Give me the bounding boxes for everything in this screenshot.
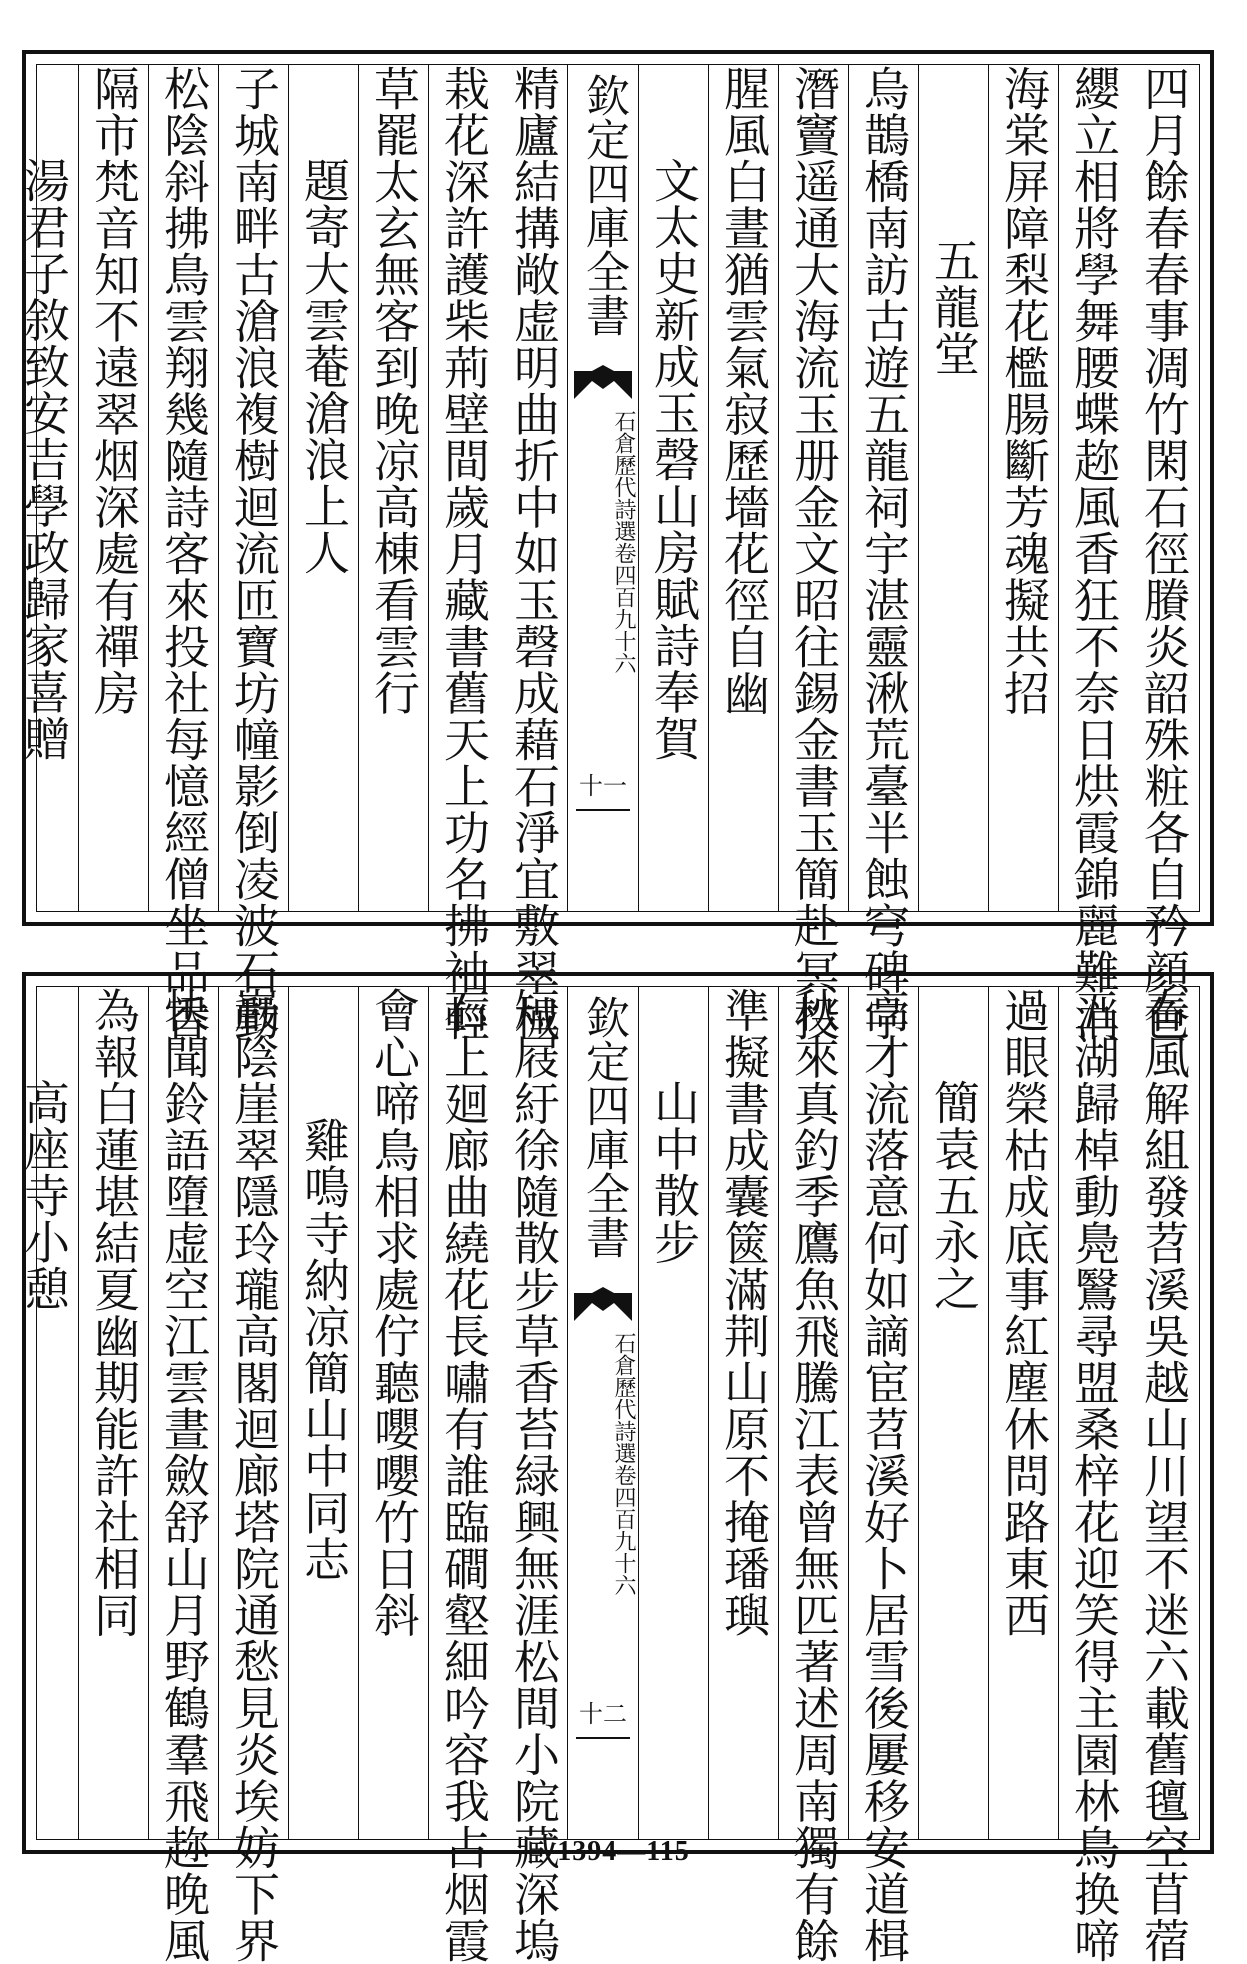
bottom-page [17, 972, 1214, 1964]
book-header: 欽定四庫全書 [578, 995, 629, 1259]
center-fold [567, 65, 639, 911]
text-column: 四月餘春春事凋竹閑石徑賸炎韶殊粧各自矜顔色 [1137, 65, 1191, 1042]
text-column: 烏鵲橋南訪古遊五龍祠宇湛靈湫荒臺半蝕穹碑字 [848, 65, 919, 911]
text-column: 準擬書成囊篋滿荆山原不掩璠璵 [708, 987, 779, 1839]
top-page-frame [17, 64, 1200, 1042]
text-column: 會心啼鳥相求處佇聽嚶嚶竹日斜 [358, 987, 429, 1839]
text-column: 快聞鈴語墮虚空江雲晝斂舒山月野鶴羣飛趂晚風 [148, 987, 219, 1839]
text-column: 秋來真釣季鷹魚飛騰江表曾無匹著述周南獨有餘 [778, 987, 849, 1839]
center-fold [567, 987, 639, 1839]
volume-label [568, 410, 638, 674]
volume-number: 卷四百九十六 [611, 542, 636, 674]
anthology-name: 石倉歷代詩選 [611, 1332, 636, 1464]
book-header: 欽定四庫全書 [578, 73, 629, 337]
text-column: 栽花深許護柴荊壁間歲月藏書舊天上功名拂袖輕 [428, 65, 499, 911]
text-column: 短屐紆徐隨散步草香苔緑興無涯松間小院藏深塢 [507, 987, 561, 1964]
divider [576, 809, 630, 811]
fishtail-mark-icon [574, 1287, 632, 1321]
text-column: 為報白蓮堪結夏幽期能許社相同 [78, 987, 149, 1839]
volume-label [568, 1332, 638, 1596]
poem-title: 高座寺小憩 [36, 987, 79, 1839]
text-column: 腥風白晝猶雲氣寂歷墻花徑自幽 [708, 65, 779, 911]
volume-number: 卷四百九十六 [611, 1464, 636, 1596]
text-column: 石上廻廊曲繞花長嘯有誰臨磵壑細吟容我占烟霞 [428, 987, 499, 1839]
text-column: 草罷太玄無客到晚凉高棟看雲行 [358, 65, 429, 911]
anthology-name: 石倉歷代詩選 [611, 410, 636, 542]
text-column: 隔市梵音知不遠翠烟深處有禪房 [78, 65, 149, 911]
poem-title: 湯君子敘致安吉學政歸家喜贈 [36, 65, 79, 911]
poem-title: 五龍堂 [918, 65, 989, 911]
page-footer-number: 1394—115 [557, 1836, 690, 1867]
text-column: 松陰斜拂鳥雲翔幾隨詩客來投社每憶經僧坐品香 [148, 65, 219, 911]
poem-title: 山中散步 [638, 987, 709, 1839]
page-number: 十一 [579, 772, 627, 800]
text-column: 海棠屏障梨花檻腸斷芳魂擬共招 [988, 65, 1059, 911]
divider [576, 1737, 630, 1739]
poem-title: 題寄大雲菴滄浪上人 [288, 65, 359, 911]
poem-title: 簡袁五永之 [918, 987, 989, 1839]
text-column: 春風解組發苕溪吳越山川望不迷六載舊氊空苜蓿 [1137, 987, 1191, 1964]
text-column: 精廬結搆敞虚明曲折中如玉磬成藉石淨宜敷翠械 [507, 65, 561, 1042]
poem-title: 雞鳴寺納凉簡山中同志 [288, 987, 359, 1839]
text-column: 子城南畔古滄浪複樹迴流匝寶坊幢影倒凌波石動 [218, 65, 289, 911]
page-number: 十二 [579, 1700, 627, 1728]
text-column: 巖陰崖翠隱玲瓏高閣迴廊塔院通愁見炎埃妨下界 [218, 987, 289, 1839]
text-column: 纓立相將學舞腰蝶趂風香狂不奈日烘霞錦麗難消 [1058, 65, 1129, 911]
text-column: 高才流落意何如謫宦苕溪好卜居雪後屢移安道楫 [848, 987, 919, 1839]
text-column: 潛竇遥通大海流玉册金文昭往錫金書玉簡赴冥投 [778, 65, 849, 911]
text-column: 過眼榮枯成底事紅塵休問路東西 [988, 987, 1059, 1839]
text-column: 五湖歸棹動鳧鷖尋盟桑梓花迎笑得主園林鳥换啼 [1058, 987, 1129, 1839]
fishtail-mark-icon [574, 365, 632, 399]
poem-title: 文太史新成玉磬山房賦詩奉賀 [638, 65, 709, 911]
top-page [17, 50, 1214, 1042]
